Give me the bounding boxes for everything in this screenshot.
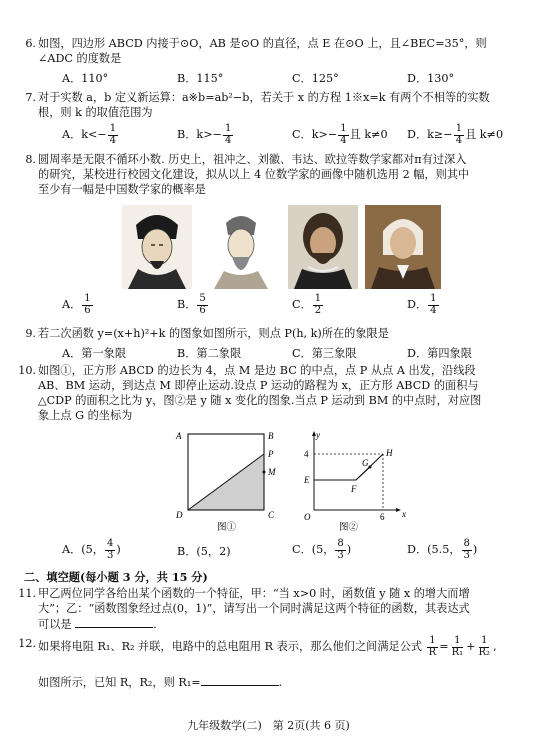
- option-a: A．k<− $\frac{1}{4}$: [62, 123, 117, 146]
- figure-2-caption: 图②: [339, 522, 359, 532]
- portrait-euler: [365, 205, 441, 289]
- option-b: B．115°: [177, 72, 224, 85]
- formula-fraction: $\frac{1}{R}$: [428, 635, 437, 658]
- option-b: B．k>− $\frac{1}{4}$: [177, 123, 232, 146]
- option-a: A．(5， $\frac{4}{3}$ ): [62, 538, 121, 561]
- question-text: 如果将电阻 R₁、R₂ 并联，电路中的总电阻用 R 表示，那么他们之间满足公式 $\frac{1}{R}$ = $\frac{1}{\text{R₁}}$ + $\frac{1}{\text{R₂}}$ ,: [38, 635, 497, 658]
- label-B: B: [268, 431, 274, 441]
- question-number: 7.: [25, 91, 36, 104]
- figure-1-caption: 图①: [217, 522, 237, 532]
- question-text: 如图所示，已知 R，R₂，则 R₁= .: [38, 676, 283, 689]
- question-number: 6.: [25, 37, 36, 50]
- question-number: 8.: [25, 153, 36, 166]
- question-7: [25, 90, 518, 120]
- page-footer: 九年级数学(二) 第 2页(共 6 页): [187, 719, 350, 732]
- answer-blank[interactable]: [75, 616, 153, 628]
- question-text: 圆周率是无限不循环小数. 历史上，祖冲之、刘徽、韦达、欧拉等数学家都对π有过深入: [38, 153, 467, 166]
- option-d: D． $\frac{1}{4}$: [407, 293, 437, 316]
- fraction: $\frac{1}{4}$: [224, 123, 232, 146]
- label-y: y: [316, 430, 320, 440]
- label-H: H: [386, 448, 393, 458]
- question-10: [18, 363, 518, 423]
- formula-fraction: $\frac{1}{\text{R₁}}$: [451, 635, 464, 658]
- question-text: △CDP 的面积之比为 y，图②是 y 随 x 变化的图象.当点 P 运动到 BM 的中点时，对应图: [38, 394, 482, 408]
- label-A: A: [176, 431, 182, 441]
- fraction: $\frac{1}{4}$: [455, 123, 463, 146]
- label-O: O: [304, 512, 311, 522]
- label-G: G: [362, 458, 369, 468]
- figure-1-square: [170, 430, 290, 532]
- label-P: P: [268, 449, 274, 459]
- question-text: 根，则 k 的取值范围为: [38, 106, 153, 120]
- label-C: C: [268, 510, 275, 520]
- question-number: 10.: [18, 364, 36, 377]
- option-b: B．(5，2): [177, 545, 231, 558]
- label-4: 4: [304, 449, 309, 459]
- option-d: D．(5.5， $\frac{8}{3}$ ): [407, 538, 478, 561]
- question-text: ∠ADC 的度数是: [38, 52, 122, 66]
- option-c: C．第三象限: [292, 347, 357, 360]
- question-number: 11.: [18, 587, 36, 600]
- question-text: 甲乙两位同学各给出某个函数的一个特征，甲：“当 x>0 时，函数值 y 随 x 的增大而增: [38, 587, 470, 600]
- option-c: C．(5， $\frac{8}{3}$ ): [292, 538, 352, 561]
- portrait-liu-hui: [206, 205, 276, 289]
- question-text: 如图①，正方形 ABCD 的边长为 4，点 M 是边 BC 的中点，点 P 从点 A 出发，沿线段: [38, 364, 476, 377]
- label-x: x: [402, 509, 406, 519]
- label-F: F: [351, 484, 357, 494]
- question-8: [25, 152, 518, 197]
- option-d: D．k≥− $\frac{1}{4}$ 且 k≠0: [407, 123, 504, 146]
- question-text: AB、BM 运动，到达点 M 即停止运动.设点 P 运动的路程为 x，正方形 ABCD 的面积与: [38, 379, 479, 393]
- question-6: [25, 36, 518, 66]
- portrait-zu-chongzhi: [122, 205, 192, 289]
- label-M: M: [268, 467, 276, 477]
- question-11: [18, 586, 518, 632]
- fraction: $\frac{1}{4}$: [340, 123, 347, 146]
- question-text: 如图，四边形 ABCD 内接于⊙O，AB 是⊙O 的直径，点 E 在⊙O 上，且∠BEC=35°，则: [38, 37, 487, 50]
- question-number: 12.: [18, 637, 36, 650]
- option-b: B． $\frac{5}{6}$: [177, 293, 206, 316]
- label-D: D: [176, 510, 183, 520]
- option-b: B．第二象限: [177, 347, 242, 360]
- label-6: 6: [380, 512, 385, 522]
- option-a: A．第一象限: [62, 347, 127, 360]
- option-c: C．k>− $\frac{1}{4}$ 且 k≠0: [292, 123, 388, 146]
- fraction: $\frac{1}{4}$: [109, 123, 117, 146]
- question-text: 可以是 .: [38, 618, 157, 632]
- option-a: A．110°: [62, 72, 109, 85]
- question-12: [18, 635, 518, 690]
- answer-blank[interactable]: [201, 674, 279, 686]
- option-c: C． $\frac{1}{2}$: [292, 293, 322, 316]
- question-text: 象上点 G 的坐标为: [38, 409, 133, 423]
- section-title: 二、填空题(每小题 3 分，共 15 分): [24, 570, 208, 584]
- label-E: E: [304, 475, 310, 485]
- question-text: 大”；乙：“函数图象经过点(0，1)”，请写出一个同时满足这两个特征的函数，其表达式: [38, 602, 470, 616]
- formula-fraction: $\frac{1}{\text{R₂}}$: [478, 635, 491, 658]
- question-9: [25, 326, 518, 341]
- portrait-viete: [288, 205, 358, 289]
- option-a: A． $\frac{1}{6}$: [62, 293, 91, 316]
- figure-2-graph: [296, 430, 416, 532]
- option-d: D．第四象限: [407, 347, 472, 360]
- question-text: 的研究，某校进行校园文化建设，拟从以上 4 位数学家的画像中随机选用 2 幅，则其中: [38, 168, 470, 182]
- question-text: 若二次函数 y=(x+h)²+k 的图象如图所示，则点 P(h, k)所在的象限是: [38, 327, 389, 340]
- question-text: 至少有一幅是中国数学家的概率是: [38, 183, 206, 197]
- option-c: C．125°: [292, 72, 339, 85]
- question-text: 对于实数 a，b 定义新运算：a※b=ab²−b，若关于 x 的方程 1※x=k 有两个不相等的实数: [38, 91, 490, 104]
- question-number: 9.: [25, 327, 36, 340]
- option-d: D．130°: [407, 72, 455, 85]
